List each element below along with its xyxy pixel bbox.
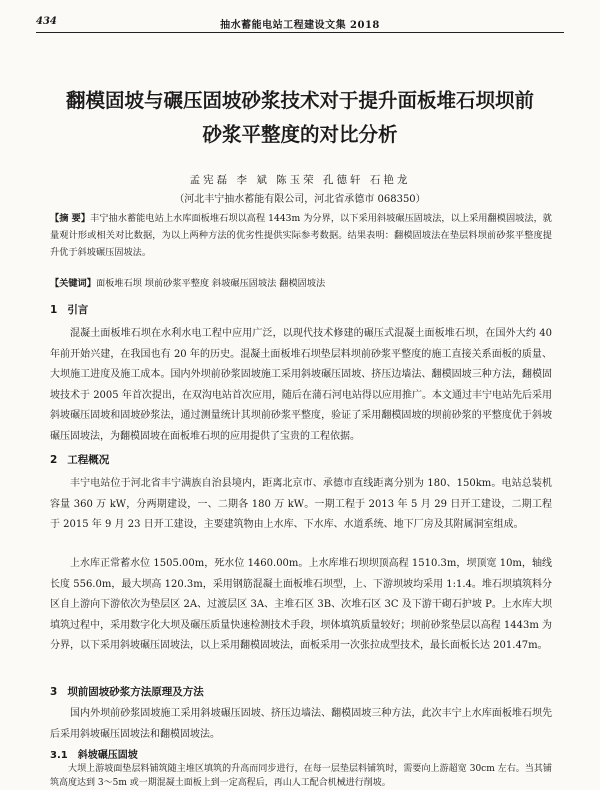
abstract	[50, 210, 552, 261]
paper-title	[60, 84, 540, 152]
section-number: 1	[50, 304, 58, 316]
section-number: 3.1	[50, 750, 68, 761]
subsection-heading-slope	[50, 746, 138, 761]
section-heading-intro	[50, 302, 88, 317]
paragraph-slope: 大坝上游坡面垫层料铺筑随主堆区填筑的升高而同步进行，在每一层垫层料铺筑时，需要向上游超宽 30cm 左右。当其铺筑高度达到 3～5m 或一期混凝土面板上到一定高程后，再山人工配合机械进行削坡。	[50, 764, 552, 788]
section-title: 引言	[67, 304, 89, 316]
title-line-2: 砂浆平整度的对比分析	[202, 123, 398, 146]
paragraph-overview-1: 丰宁电站位于河北省丰宁满族自治县境内，距离北京市、承德市直线距离分别为 180、150km。电站总装机容量 360 万 kW，分两期建设，一、二期各 180 万 kW。一期工程于 2013 年 5 月 29 日开工建设，二期工程于 2015 年 9 月 23 日开工建设，主要建筑物由上水库、下水库、水道系统、地下厂房及其附属洞室组成。	[50, 478, 552, 531]
section-heading-overview	[50, 452, 109, 467]
keywords-text: 面板堆石坝 坝前砂浆平整度 斜坡碾压固坡法 翻模固坡法	[95, 278, 326, 289]
author-list: 孟宪磊 李 斌 陈玉荣 孔德轩 石艳龙	[189, 174, 411, 186]
section-number: 2	[50, 454, 58, 466]
affiliation: （河北丰宁抽水蓄能有限公司，河北省承德市 068350）	[174, 194, 426, 205]
paragraph-overview-2: 上水库正常蓄水位 1505.00m，死水位 1460.00m。上水库堆石坝坝顶高程 1510.3m，坝顶宽 10m，轴线长度 556.0m，最大坝高 120.3m，采用钢筋混凝土面板堆石坝型，上、下游坝坡均采用 1:1.4。堆石坝填筑料分区自上游向下游依次为垫层区 2A、过渡层区 3A、主堆石区 3B、次堆石区 3C 及下游干砌石护坡 P。上水库大坝填筑过程中，采用数字化大坝及碾压质量快速检测技术手段，坝体填筑质量较好；坝前砂浆垫层以高程 1443m 为分界，以下采用斜坡碾压固坡法，以上采用翻模固坡法，面板采用一次张拉成型技术，最长面板长达 201.47m。	[50, 558, 552, 652]
abstract-text: 丰宁抽水蓄能电站上水库面板堆石坝以高程 1443m 为分界，以下采用斜坡碾压固坡法，以上采用翻模固坡法，就量观计形或相关对比数据，为以上两种方法的优劣性提供实际参考数据。结果表明：翻模固坡法在垫层料坝前砂浆平整度提升优于斜坡碾压固坡法。	[50, 213, 552, 258]
paragraph-intro: 混凝土面板堆石坝在水利水电工程中应用广泛，以现代技术修建的碾压式混凝土面板堆石坝，在国外大约 40 年前开始兴建，在我国也有 20 年的历史。混凝土面板堆石坝垫层料坝前砂浆平整度的施工直接关系面板的质量、大坝施工进度及施工成本。国内外坝前砂浆固坡施工采用斜坡碾压固坡、挤压边墙法、翻模固坡三种方法，翻模固坡技术于 2005 年首次提出，在双沟电站首次应用，随后在蒲石河电站得以应用推广。本文通过丰宁电站先后采用斜坡碾压固坡和固坡砂浆法，通过测量统计其坝前砂浆平整度，验证了采用翻模固坡的坝前砂浆的平整度优于斜坡碾压固坡法，为翻模固坡在面板堆石坝的应用提供了宝贵的工程依据。	[50, 328, 552, 442]
running-header	[36, 14, 564, 33]
section-number: 3	[50, 686, 58, 698]
title-line-1: 翻模固坡与碾压固坡砂浆技术对于提升面板堆石坝坝前	[65, 89, 534, 112]
keywords-label: 【关键词】	[50, 278, 96, 289]
abstract-label: 【摘 要】	[50, 213, 91, 224]
section-title: 工程概况	[67, 454, 110, 466]
journal-title: 抽水蓄能电站工程建设文集 2018	[220, 20, 380, 31]
section-title: 坝前固坡砂浆方法原理及方法	[67, 686, 204, 698]
section-title: 斜坡碾压固坡	[77, 750, 138, 761]
section-heading-methods	[50, 684, 204, 699]
page-number: 434	[36, 16, 57, 27]
keywords	[50, 276, 552, 291]
paragraph-methods: 国内外坝前砂浆固坡施工采用斜坡碾压固坡、挤压边墙法、翻模固坡三种方法，此次丰宁上水库面板堆石坝先后采用斜坡碾压固坡法和翻模固坡法。	[50, 708, 552, 740]
